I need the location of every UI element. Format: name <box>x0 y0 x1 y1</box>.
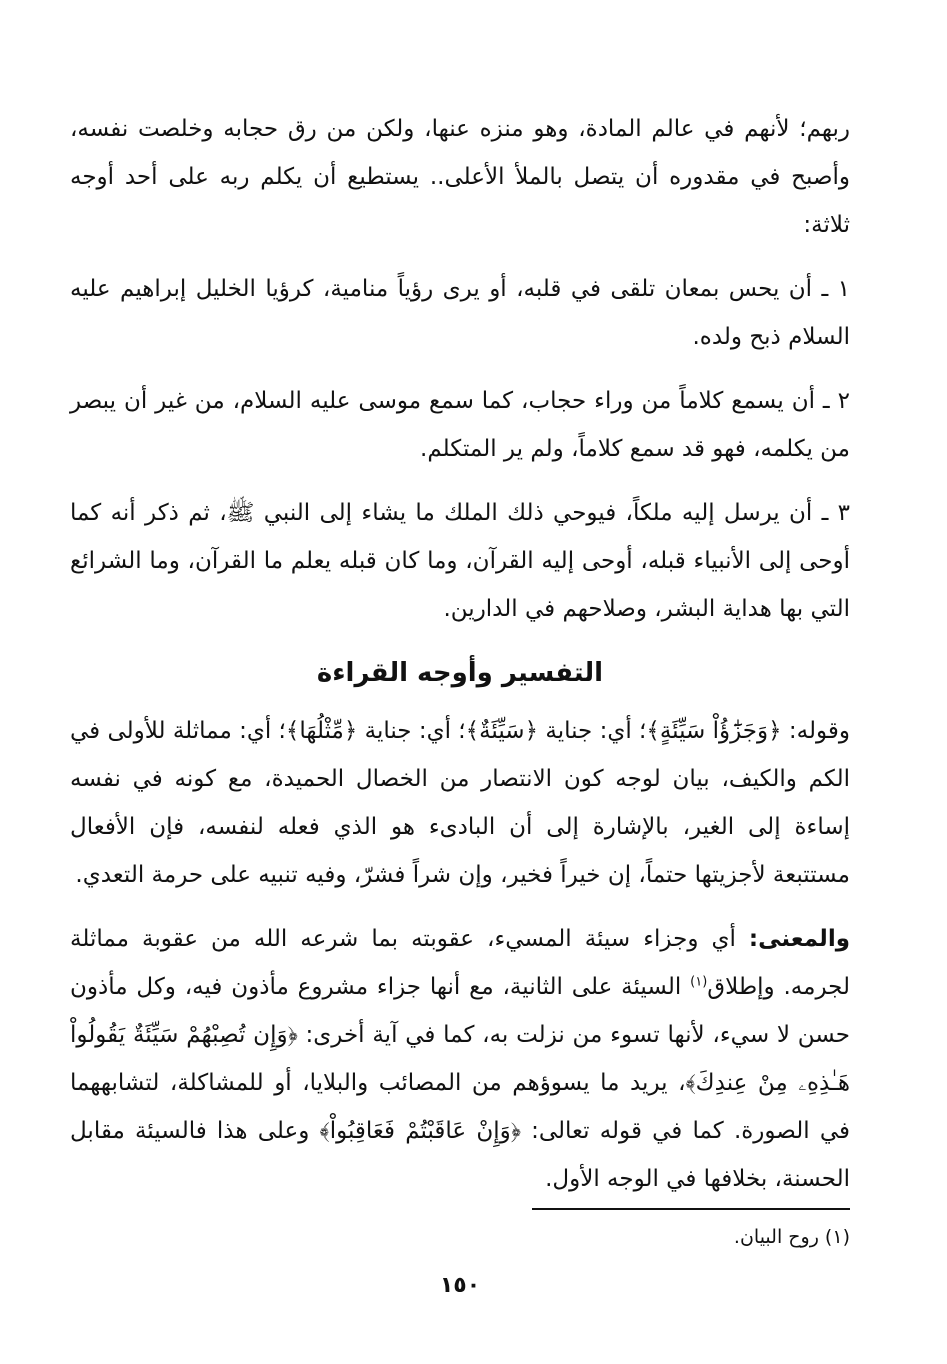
meaning-text-part1: أي وجزاء سيئة المسيء، عقوبته بما شرعه الله من عقوبة مماثلة لجرمه. وإطلاق <box>70 926 850 1000</box>
footnote: (١) روح البيان. <box>733 1226 850 1248</box>
section-heading: التفسير وأوجه القراءة <box>316 658 604 688</box>
meaning-paragraph <box>70 915 850 1203</box>
tafsir-paragraph: وقوله: ﴿وَجَزَٰٓؤُاْ سَيِّئَةٍ﴾؛ أي: جناية ﴿سَيِّئَةٌ﴾؛ أي: جناية ﴿مِّثْلُهَا﴾؛ أي: مماثلة للأولى في الكم والكيف، بيان لوجه كون الانتصار من الخصال الحميدة، مع كونه في نفسه إساءة إلى الغير، بالإشارة إلى أن البادىء هو الذي فعله لنفسه، فإن الأفعال مستتبعة لأجزيتها حتماً، إن خيراً فخير، وإن شراً فشرّ، وفيه تنبيه على حرمة التعدي. <box>70 718 850 888</box>
meaning-text-part2: السيئة على الثانية، مع أنها جزاء مشروع مأذون فيه، وكل مأذون حسن لا سيء، لأنها تسوء من نزلت به، كما في آية أخرى: ﴿وَإِن تُصِبْهُمْ سَيِّئَةٌ يَقُولُواْ هَـٰذِهِۦ مِنْ عِندِكَ﴾، يريد ما يسوؤهم من المصائب والبلايا، أو للمشاكلة، لتشابههما في الصورة. كما في قوله تعالى: ﴿وَإِنْ عَاقَبْتُمْ فَعَاقِبُواْ﴾ وعلى هذا فالسيئة مقابل الحسنة، بخلافها في الوجه الأول. <box>70 974 850 1192</box>
meaning-lead: والمعنى: <box>748 926 850 952</box>
book-page <box>70 105 850 1305</box>
intro-paragraph: ربهم؛ لأنهم في عالم المادة، وهو منزه عنها، ولكن من رق حجابه وخلصت نفسه، وأصبح في مقدوره أن يتصل بالملأ الأعلى.. يستطيع أن يكلم ربه على أحد أوجه ثلاثة: <box>70 116 850 238</box>
footnote-marker: (١) <box>690 974 708 990</box>
list-item-1: ١ ـ أن يحس بمعان تلقى في قلبه، أو يرى رؤياً منامية، كرؤيا الخليل إبراهيم عليه السلام ذبح ولده. <box>70 276 850 350</box>
footnote-divider <box>532 1208 850 1210</box>
list-item-2: ٢ ـ أن يسمع كلاماً من وراء حجاب، كما سمع موسى عليه السلام، من غير أن يبصر من يكلمه، فهو قد سمع كلاماً، ولم ير المتكلم. <box>70 388 850 462</box>
list-item-3: ٣ ـ أن يرسل إليه ملكاً، فيوحي ذلك الملك ما يشاء إلى النبي ﷺ، ثم ذكر أنه كما أوحى إلى الأنبياء قبله، أوحى إليه القرآن، وما كان قبله يعلم ما القرآن، وما الشرائع التي بها هداية البشر، وصلاحهم في الدارين. <box>70 500 850 622</box>
page-number: ١٥٠ <box>439 1273 481 1298</box>
